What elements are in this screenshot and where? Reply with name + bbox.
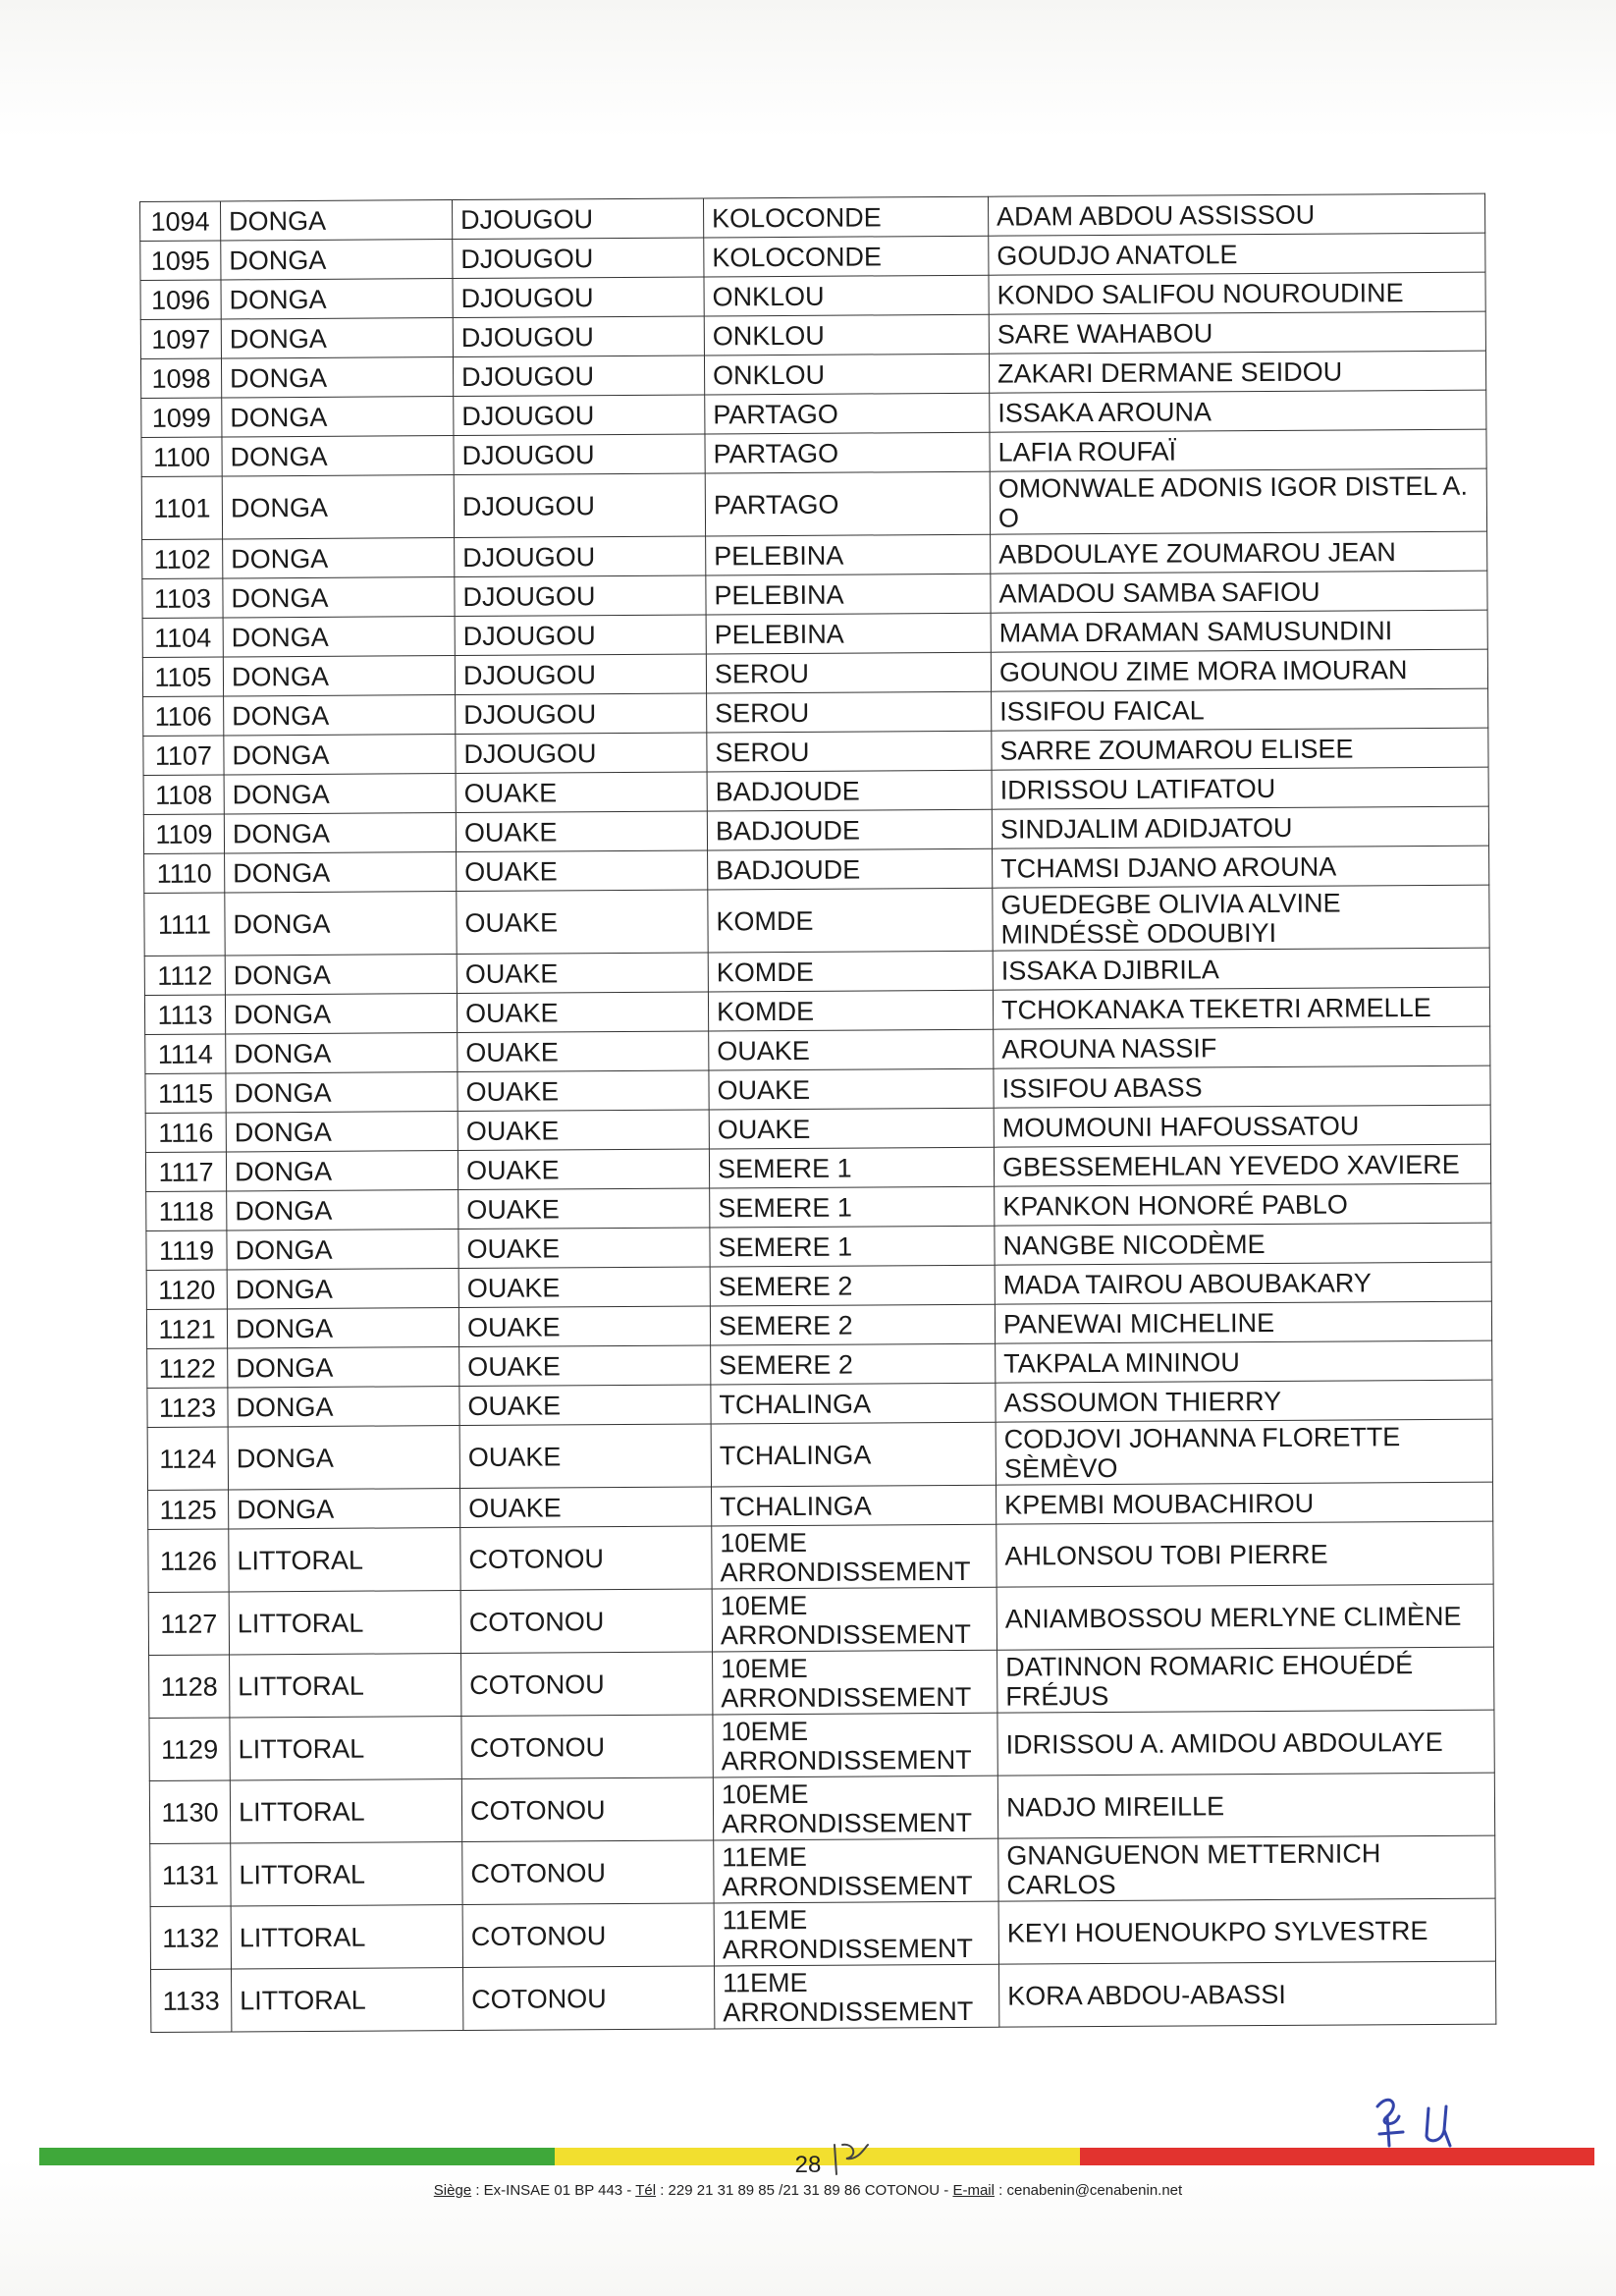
footer-contact-line: [0, 2182, 1616, 2199]
department-cell: DONGA: [225, 994, 457, 1034]
roster-table-container: [139, 201, 1484, 2033]
arrondissement-cell: BADJOUDE: [707, 809, 992, 850]
department-cell: DONGA: [226, 1033, 458, 1073]
department-cell: DONGA: [227, 1269, 458, 1309]
person-name-cell: GOUNOU ZIME MORA IMOURAN: [991, 649, 1487, 691]
row-number-cell: 1116: [145, 1113, 226, 1153]
person-name-cell: DATINNON ROMARIC EHOUÉDÉ FRÉJUS: [997, 1647, 1494, 1713]
commune-cell: DJOUGOU: [455, 536, 706, 577]
arrondissement-cell: 10EME ARRONDISSEMENT: [713, 1713, 997, 1777]
table-row: [148, 1584, 1493, 1655]
row-number-cell: 1114: [145, 1034, 226, 1074]
footer-siege-label: Siège: [433, 2182, 472, 2199]
row-number-cell: 1113: [144, 995, 225, 1035]
person-name-cell: NANGBE NICODÈME: [995, 1223, 1491, 1265]
commune-cell: COTONOU: [462, 1966, 714, 2031]
department-cell: DONGA: [223, 538, 455, 578]
department-cell: DONGA: [228, 1347, 459, 1388]
row-number-cell: 1125: [148, 1490, 229, 1530]
person-name-cell: OMONWALE ADONIS IGOR DISTEL A. O: [990, 468, 1486, 534]
person-name-cell: ISSAKA AROUNA: [990, 390, 1486, 432]
commune-cell: OUAKE: [458, 1267, 710, 1308]
department-cell: DONGA: [225, 852, 457, 893]
commune-cell: DJOUGOU: [453, 316, 704, 357]
commune-cell: DJOUGOU: [454, 395, 705, 436]
department-cell: DONGA: [226, 1151, 458, 1191]
person-name-cell: IDRISSOU LATIFATOU: [992, 767, 1488, 809]
commune-cell: OUAKE: [459, 1385, 711, 1426]
row-number-cell: 1122: [147, 1348, 228, 1389]
person-name-cell: PANEWAI MICHELINE: [995, 1301, 1491, 1343]
commune-cell: OUAKE: [458, 1306, 710, 1347]
row-number-cell: 1131: [150, 1843, 231, 1906]
arrondissement-cell: OUAKE: [709, 1029, 994, 1070]
row-number-cell: 1106: [143, 696, 224, 737]
commune-cell: OUAKE: [458, 1070, 709, 1112]
department-cell: LITTORAL: [231, 1968, 462, 2032]
arrondissement-cell: SEMERE 1: [710, 1186, 995, 1228]
person-name-cell: MOUMOUNI HAFOUSSATOU: [994, 1105, 1490, 1147]
arrondissement-cell: PARTAGO: [705, 393, 990, 434]
row-number-cell: 1098: [140, 358, 221, 399]
department-cell: DONGA: [227, 1190, 458, 1230]
department-cell: DONGA: [223, 577, 455, 618]
row-number-cell: 1128: [149, 1655, 230, 1718]
person-name-cell: KORA ABDOU-ABASSI: [998, 1961, 1495, 2027]
department-cell: DONGA: [228, 1387, 459, 1427]
row-number-cell: 1127: [148, 1592, 229, 1655]
commune-cell: COTONOU: [461, 1777, 713, 1842]
row-number-cell: 1123: [147, 1388, 228, 1428]
person-name-cell: SARE WAHABOU: [989, 311, 1485, 354]
row-number-cell: 1118: [146, 1191, 227, 1231]
person-name-cell: SINDJALIM ADIDJATOU: [992, 806, 1488, 848]
table-row: [149, 1710, 1494, 1780]
row-number-cell: 1109: [143, 814, 224, 854]
department-cell: DONGA: [225, 955, 457, 995]
person-name-cell: NADJO MIREILLE: [997, 1773, 1494, 1838]
person-name-cell: GOUDJO ANATOLE: [989, 233, 1485, 275]
row-number-cell: 1099: [141, 398, 222, 438]
arrondissement-cell: KOMDE: [708, 951, 993, 992]
row-number-cell: 1132: [150, 1906, 231, 1969]
arrondissement-cell: 10EME ARRONDISSEMENT: [712, 1587, 997, 1652]
person-name-cell: ZAKARI DERMANE SEIDOU: [989, 351, 1485, 393]
person-name-cell: LAFIA ROUFAÏ: [990, 429, 1486, 471]
commune-cell: DJOUGOU: [453, 355, 704, 397]
table-row: [150, 1961, 1495, 2032]
row-number-cell: 1119: [146, 1230, 227, 1271]
commune-cell: DJOUGOU: [455, 615, 706, 656]
department-cell: LITTORAL: [231, 1842, 462, 1906]
department-cell: DONGA: [226, 1112, 458, 1152]
department-cell: LITTORAL: [230, 1654, 461, 1718]
arrondissement-cell: SEMERE 2: [711, 1343, 996, 1385]
commune-cell: DJOUGOU: [453, 277, 704, 318]
row-number-cell: 1100: [141, 437, 222, 477]
person-name-cell: ASSOUMON THIERRY: [996, 1380, 1492, 1422]
department-cell: DONGA: [223, 656, 455, 696]
commune-cell: COTONOU: [462, 1903, 714, 1968]
row-number-cell: 1107: [143, 736, 224, 776]
arrondissement-cell: TCHALINGA: [711, 1422, 996, 1487]
commune-cell: DJOUGOU: [454, 434, 705, 475]
department-cell: DONGA: [222, 436, 454, 476]
arrondissement-cell: 10EME ARRONDISSEMENT: [712, 1524, 997, 1589]
department-cell: DONGA: [223, 617, 455, 657]
arrondissement-cell: SEROU: [706, 652, 991, 693]
table-row: [150, 1835, 1495, 1906]
arrondissement-cell: SEMERE 1: [710, 1226, 995, 1267]
arrondissement-cell: SEMERE 2: [710, 1304, 995, 1345]
row-number-cell: 1103: [142, 578, 223, 619]
table-row: [148, 1521, 1493, 1592]
person-name-cell: KPANKON HONORÉ PABLO: [995, 1183, 1491, 1226]
department-cell: DONGA: [224, 774, 456, 814]
arrondissement-cell: 10EME ARRONDISSEMENT: [713, 1650, 997, 1715]
department-cell: DONGA: [222, 475, 454, 539]
department-cell: LITTORAL: [230, 1717, 461, 1780]
table-row: [147, 1419, 1492, 1490]
commune-cell: DJOUGOU: [456, 733, 707, 774]
commune-cell: OUAKE: [456, 772, 707, 813]
row-number-cell: 1096: [140, 280, 221, 320]
row-number-cell: 1108: [143, 775, 224, 815]
arrondissement-cell: KOMDE: [708, 888, 993, 953]
commune-cell: OUAKE: [459, 1345, 711, 1387]
person-name-cell: KONDO SALIFOU NOUROUDINE: [989, 272, 1485, 314]
department-cell: DONGA: [227, 1308, 458, 1348]
commune-cell: OUAKE: [458, 1031, 709, 1072]
commune-cell: DJOUGOU: [455, 654, 706, 695]
commune-cell: COTONOU: [462, 1840, 714, 1905]
page-number: 28: [794, 2152, 822, 2178]
department-cell: DONGA: [221, 200, 453, 241]
arrondissement-cell: SEMERE 2: [710, 1265, 995, 1306]
footer-email-label: E-mail: [952, 2182, 995, 2199]
person-name-cell: GNANGUENON METTERNICH CARLOS: [998, 1835, 1495, 1901]
commune-cell: OUAKE: [457, 953, 708, 994]
row-number-cell: 1110: [144, 853, 225, 894]
commune-cell: DJOUGOU: [455, 575, 706, 617]
arrondissement-cell: OUAKE: [709, 1108, 994, 1149]
row-number-cell: 1121: [146, 1309, 227, 1349]
row-number-cell: 1120: [146, 1270, 227, 1310]
department-cell: DONGA: [224, 813, 456, 853]
person-name-cell: CODJOVI JOHANNA FLORETTE SÈMÈVO: [996, 1419, 1492, 1485]
row-number-cell: 1130: [149, 1780, 230, 1843]
arrondissement-cell: PELEBINA: [706, 613, 991, 654]
arrondissement-cell: PARTAGO: [705, 471, 990, 536]
person-name-cell: ABDOULAYE ZOUMAROU JEAN: [991, 531, 1487, 574]
commune-cell: COTONOU: [460, 1526, 712, 1591]
roster-table: [139, 193, 1496, 2033]
person-name-cell: KPEMBI MOUBACHIROU: [997, 1482, 1493, 1524]
department-cell: DONGA: [225, 892, 457, 956]
person-name-cell: AMADOU SAMBA SAFIOU: [991, 571, 1487, 613]
commune-cell: OUAKE: [457, 890, 708, 955]
department-cell: LITTORAL: [229, 1591, 460, 1655]
commune-cell: OUAKE: [458, 1110, 709, 1151]
footer-tel-label: Tél: [635, 2182, 657, 2199]
person-name-cell: AROUNA NASSIF: [994, 1026, 1490, 1068]
department-cell: DONGA: [224, 735, 456, 775]
arrondissement-cell: ONKLOU: [704, 354, 989, 395]
department-cell: DONGA: [224, 695, 456, 736]
department-cell: DONGA: [222, 397, 454, 437]
person-name-cell: IDRISSOU A. AMIDOU ABDOULAYE: [997, 1710, 1494, 1776]
commune-cell: OUAKE: [458, 1149, 709, 1190]
person-name-cell: ANIAMBOSSOU MERLYNE CLIMÈNE: [997, 1584, 1493, 1650]
footer-tel-text: : 229 21 31 89 85 /21 31 89 86 COTONOU -: [656, 2182, 953, 2199]
department-cell: LITTORAL: [231, 1905, 462, 1969]
arrondissement-cell: OUAKE: [709, 1068, 994, 1110]
table-row: [144, 885, 1489, 956]
arrondissement-cell: PELEBINA: [706, 534, 991, 575]
arrondissement-cell: 10EME ARRONDISSEMENT: [713, 1776, 997, 1840]
arrondissement-cell: 11EME ARRONDISSEMENT: [714, 1838, 998, 1903]
department-cell: DONGA: [221, 318, 453, 358]
row-number-cell: 1126: [148, 1529, 229, 1592]
person-name-cell: MAMA DRAMAN SAMUSUNDINI: [991, 610, 1487, 652]
department-cell: DONGA: [221, 279, 453, 319]
commune-cell: OUAKE: [457, 992, 708, 1033]
row-number-cell: 1104: [142, 618, 223, 658]
department-cell: DONGA: [228, 1426, 459, 1490]
person-name-cell: GBESSEMEHLAN YEVEDO XAVIERE: [994, 1144, 1490, 1186]
department-cell: DONGA: [229, 1489, 460, 1529]
arrondissement-cell: PARTAGO: [705, 432, 990, 473]
arrondissement-cell: 11EME ARRONDISSEMENT: [714, 1964, 998, 2029]
arrondissement-cell: 11EME ARRONDISSEMENT: [714, 1901, 998, 1966]
arrondissement-cell: BADJOUDE: [707, 770, 992, 811]
row-number-cell: 1094: [140, 201, 221, 242]
commune-cell: OUAKE: [458, 1228, 710, 1269]
person-name-cell: TCHOKANAKA TEKETRI ARMELLE: [993, 987, 1489, 1029]
commune-cell: OUAKE: [458, 1188, 710, 1230]
person-name-cell: TCHAMSI DJANO AROUNA: [993, 846, 1489, 888]
arrondissement-cell: KOLOCONDE: [703, 196, 988, 238]
row-number-cell: 1129: [149, 1718, 230, 1780]
arrondissement-cell: KOLOCONDE: [704, 236, 989, 277]
row-number-cell: 1133: [150, 1969, 231, 2032]
row-number-cell: 1102: [142, 539, 223, 579]
commune-cell: DJOUGOU: [453, 238, 704, 279]
person-name-cell: ADAM ABDOU ASSISSOU: [988, 193, 1484, 236]
row-number-cell: 1111: [144, 893, 225, 956]
row-number-cell: 1101: [141, 476, 222, 539]
footer-email-text: : cenabenin@cenabenin.net: [994, 2182, 1183, 2199]
row-number-cell: 1117: [145, 1152, 226, 1192]
arrondissement-cell: BADJOUDE: [708, 848, 993, 890]
commune-cell: COTONOU: [461, 1652, 713, 1717]
arrondissement-cell: SEMERE 1: [709, 1147, 994, 1188]
commune-cell: OUAKE: [460, 1487, 712, 1528]
arrondissement-cell: PELEBINA: [706, 574, 991, 615]
commune-cell: COTONOU: [460, 1589, 712, 1654]
row-number-cell: 1097: [140, 319, 221, 359]
row-number-cell: 1095: [140, 241, 221, 281]
person-name-cell: AHLONSOU TOBI PIERRE: [997, 1521, 1493, 1587]
commune-cell: OUAKE: [459, 1424, 711, 1489]
arrondissement-cell: ONKLOU: [704, 275, 989, 316]
commune-cell: OUAKE: [456, 811, 707, 852]
department-cell: LITTORAL: [229, 1528, 460, 1592]
row-number-cell: 1105: [142, 657, 223, 697]
person-name-cell: ISSIFOU FAICAL: [992, 688, 1488, 731]
footer-siege-text: : Ex-INSAE 01 BP 443 -: [471, 2182, 636, 2199]
commune-cell: DJOUGOU: [454, 473, 705, 538]
commune-cell: COTONOU: [461, 1715, 713, 1779]
department-cell: DONGA: [221, 240, 453, 280]
person-name-cell: ISSAKA DJIBRILA: [993, 948, 1489, 990]
person-name-cell: ISSIFOU ABASS: [994, 1066, 1490, 1108]
roster-table-body: [140, 193, 1496, 2032]
department-cell: DONGA: [227, 1230, 458, 1270]
commune-cell: OUAKE: [457, 850, 708, 892]
person-name-cell: MADA TAIROU ABOUBAKARY: [995, 1262, 1491, 1304]
person-name-cell: GUEDEGBE OLIVIA ALVINE MINDÉSSÈ ODOUBIYI: [993, 885, 1489, 951]
department-cell: LITTORAL: [230, 1779, 461, 1843]
row-number-cell: 1124: [147, 1427, 228, 1490]
table-row: [141, 468, 1486, 539]
arrondissement-cell: SEROU: [707, 691, 992, 733]
arrondissement-cell: TCHALINGA: [711, 1383, 996, 1424]
table-row: [149, 1647, 1494, 1718]
row-number-cell: 1115: [145, 1073, 226, 1114]
department-cell: DONGA: [221, 357, 453, 398]
arrondissement-cell: SEROU: [707, 731, 992, 772]
table-row: [149, 1773, 1494, 1843]
person-name-cell: SARRE ZOUMAROU ELISEE: [992, 728, 1488, 770]
arrondissement-cell: ONKLOU: [704, 314, 989, 355]
row-number-cell: 1112: [144, 956, 225, 996]
person-name-cell: TAKPALA MININOU: [996, 1340, 1492, 1383]
table-row: [150, 1898, 1495, 1969]
arrondissement-cell: KOMDE: [708, 990, 993, 1031]
person-name-cell: KEYI HOUENOUKPO SYLVESTRE: [998, 1898, 1495, 1964]
department-cell: DONGA: [226, 1072, 458, 1113]
commune-cell: DJOUGOU: [456, 693, 707, 735]
arrondissement-cell: TCHALINGA: [712, 1485, 997, 1526]
commune-cell: DJOUGOU: [452, 198, 703, 240]
